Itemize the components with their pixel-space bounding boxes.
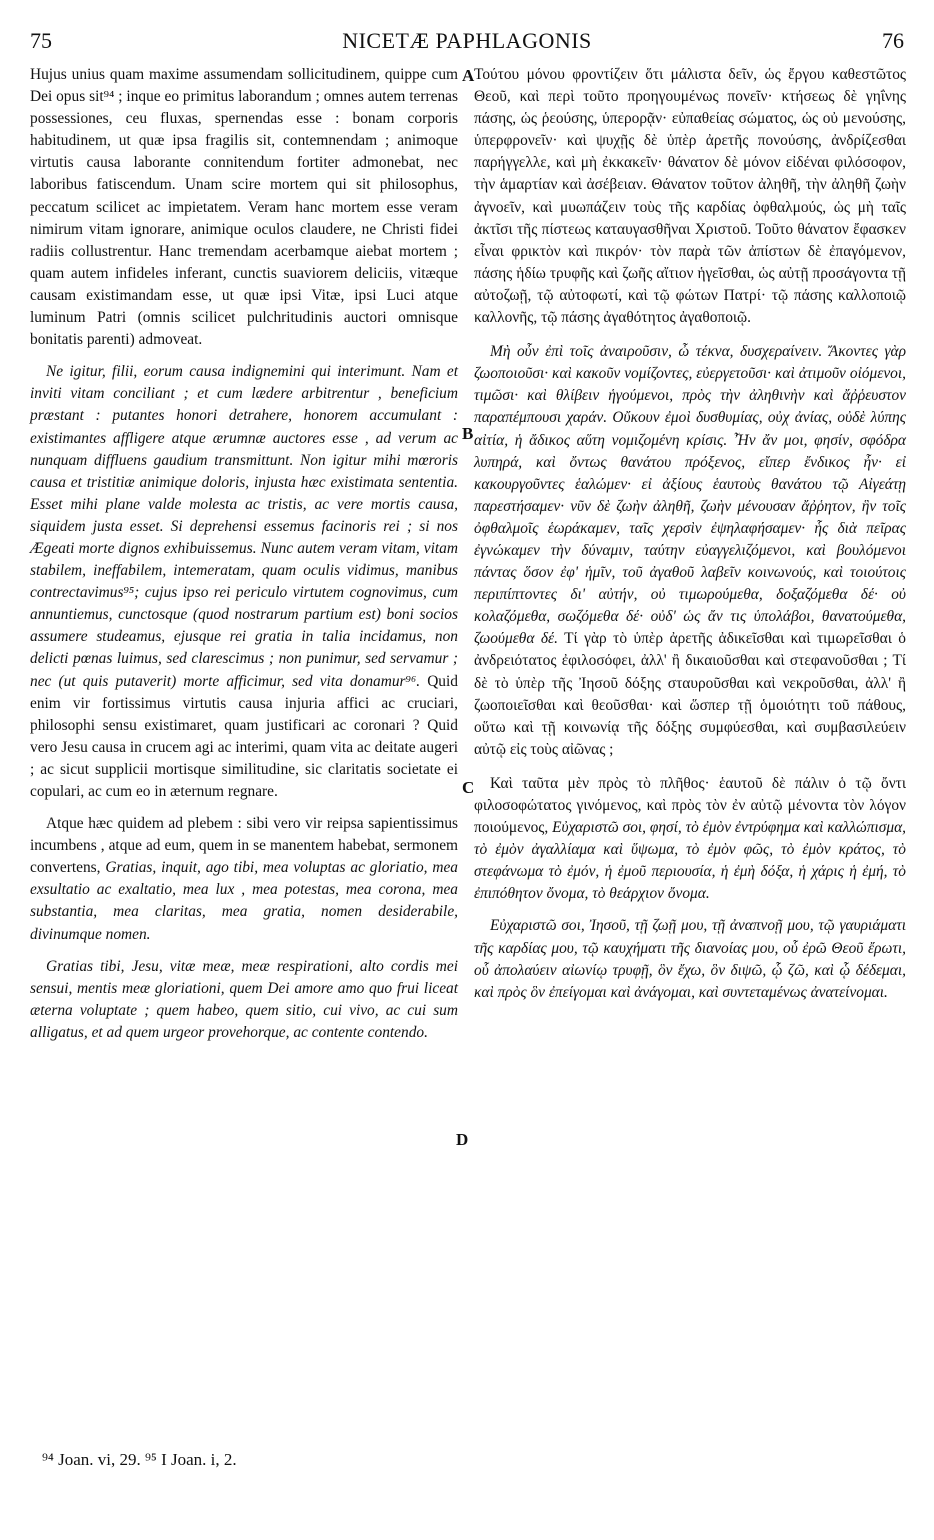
latin-paragraph-4: Gratias tibi, Jesu, vitæ meæ, meæ respirationi, alto cordis mei sensui, mentis meæ gloriationi, quem Dei amore amo quo frui liceat æterna voluptate ; quem habeo, quem sitio, cui vivo, ac cui sum alligatus, et ad quem urgeor provehorque, ac contente contendo. [30,957,458,1041]
page-number-right: 76 [882,28,904,53]
greek-paragraph-3-roman: Καὶ ταῦτα μὲν πρὸς τὸ πλῆθος· ἑαυτοῦ δὲ πάλιν ὁ τῷ ὄντι φιλοσοφώτατος γινόμενος, καὶ πρὸς τὸν ἐν αὐτῷ μένοντα τὸν λόγον ποιούμενος, [474,774,906,837]
page-header [30,28,904,64]
running-title: NICETÆ PAPHLAGONIS [342,28,592,53]
page-number-left: 75 [30,28,52,53]
greek-paragraph-3 [474,773,906,906]
latin-paragraph-2 [30,361,458,803]
latin-column [30,64,458,1054]
greek-paragraph-2-roman: Τί γὰρ τὸ ὑπὲρ ἀρετῆς ἀδικεῖσθαι καὶ τιμωρεῖσθαι ὁ ἀνδρειότατος ἐφιλοσόφει, ἀλλ' ἢ δικαιοῦσθαι καὶ στεφανοῦσθαι ; Τί δὲ τὸ ὑπὲρ τῆς Ἰησοῦ δόξης σταυροῦσθαι καὶ νεκροῦσθαι, ἀλλ' ἢ ζωοποιεῖσθαι καὶ θεοῦσθαι· καὶ ὥσπερ τῇ ὁμοιότητι τοῦ πάθους, οὕτω καὶ τῇ κοινωνίᾳ τῆς δόξης συμφύεσθαι, καὶ συμβασιλεύειν αὐτῷ εἰς τοὺς αἰῶνας ; [474,630,906,758]
latin-paragraph-2-italic: Ne igitur, filii, eorum causa indignemini qui interimunt. Nam et inviti vitam conciliant ; et cum lædere arbitrentur , beneficium præstant : putantes honori detrahere, honorem accumulant : existimantes affligere atque ærumnæ auctores esse , ad verum ac nunquam diffluens gaudium transmittunt. Non igitur mihi mœroris causa et tristitiæ animique doloris, injusta hæc existimata sententia. Esset mihi plane valde molesta ac tristis, ac vere mortis causa, siquidem justa esset. Si deprehensi essemus facinoris rei ; si nos Ægeati morte dignos exhibuissemus. Nunc autem veram vitam, vitam stabilem, ineffabilem, intemeratam, quam oculis vidimus, manibus contrectavimus⁹⁵; cujus ipso rei periculo virtutem cognovimus, cum annuntiemus, cunctosque (quod nostrarum partium est) boni socios assumere studeamus, ejusque rei gratia in talia incidamus, non delicti pœnas luimus, sed clarescimus ; non punimur, sed servamur ; nec (ut quis putaverit) morte afficimur, sed vita donamur⁹⁶. [30,363,458,690]
margin-marker-b: B [462,424,474,443]
margin-marker-a: A [462,66,475,85]
greek-paragraph-2-italic-b: Οὔκουν ἐμοὶ δυσθυμίας, οὐχ ἀνίας, οὐδὲ λύπης αἰτία, ἡ ἄδικος αὕτη νομιζομένη κρίσις. Ἦν ἄν μοι, φησίν, σφόδρα λυπηρά, καὶ ὄντως θανάτου πρόξενος, εἴπερ ἔνδικος ἦν· εἰ κακουργοῦντες ἑαλώμεν· εἰ ἀξίους ἑαυτοὺς θανάτου τῷ Αἰγεάτῃ παρεστήσαμεν· νῦν δὲ ζωὴν ἀληθῆ, ζωὴν μένουσαν ἄῤῥητον, ἣν τοῖς ὀφθαλμοῖς ἑωράκαμεν, ταῖς χερσὶν ἐψηλαφήσαμεν· ἧς διὰ πεῖρας ἐγνώκαμεν τὴν δύναμιν, ταύτην εὐαγγελιζόμενοι, καὶ βουλόμενοι πάντας ὅσον ἐφ' ἡμῖν, τοῦ ἀγαθοῦ λαβεῖν κοινωνούς, καὶ τοιούτοις περιπίπτοντες δι' αὐτήν, οὐ τιμωρούμεθα, δοξαζόμεθα δέ· οὐ κολαζόμεθα, σωζόμεθα δέ· οὐδ' ὡς ἄν τις ὑπολάβοι, θανατούμεθα, ζωούμεθα δέ. [474,409,906,648]
latin-paragraph-2-roman: Quid enim vir fortissimus virtutis causa injuria affici ac cruciari, philosophi sensu existimaret, quam justificari ac coronari ? Quid vero Jesu causa in crucem agi ac interimi, quam vita ac deitate augeri ; ac sicut supplicii mortisque similitudine, sic claritatis societate ei copulari, ac cum eo in æternum regnare. [30,672,458,800]
margin-marker-c: C [462,778,475,797]
latin-paragraph-3-roman: Atque hæc quidem ad plebem : sibi vero vir reipsa sapientissimus incumbens , atque ad eum, quem in se manentem habebat, sermonem convertens, [30,815,458,877]
greek-paragraph-3-italic: Εὐχαριστῶ σοι, φησί, τὸ ἐμὸν ἐντρύφημα καὶ καλλώπισμα, τὸ ἐμὸν ἀγαλλίαμα καὶ ὕψωμα, τὸ ἐμὸν φῶς, τὸ ἐμὸν κράτος, τὸ στεφάνωμα τὸ ἐμόν, ἡ ἐμοῦ περιουσία, ἡ ἐμὴ δόξα, ἡ χάρις ἡ ἐμή, τὸ ἐπιπόθητον ὄνομα, τὸ θεάρχιον ὄνομα. [474,819,906,903]
greek-paragraph-4: Εὐχαριστῶ σοι, Ἰησοῦ, τῇ ζωῇ μου, τῇ ἀναπνοῇ μου, τῷ γαυριάματι τῆς καρδίας μου, τῷ καυχήματι τῆς διανοίας μου, οὗ ἐρῶ Θεοῦ ἔρωτι, οὗ ἀπολαύειν αἰωνίῳ τρυφῇ, ὃν ἔχω, ὃν διψῶ, ᾧ ζῶ, καὶ ᾧ δέδεμαι, καὶ πρὸς ὃν ἐπείγομαι καὶ ἀνάγομαι, καὶ συντεταμένως ἀνατείνομαι. [474,917,906,1001]
greek-paragraph-2-italic: Μὴ οὖν ἐπὶ τοῖς ἀναιροῦσιν, ὦ τέκνα, δυσχεραίνειν. Ἄκοντες γὰρ ζωοποιοῦσι· καὶ κακοῦν νομίζοντες, εὐεργετοῦσι· καὶ ἀτιμοῦν οἰόμενοι, τιμῶσι· καὶ θλίβειν ἡγούμενοι, πρὸς τὴν ἀληθινὴν καὶ ἄῤῥευστον παραπέμπουσι χαράν. [474,343,906,427]
latin-paragraph-3 [30,813,458,946]
margin-marker-d: D [456,1130,469,1149]
latin-paragraph-3-italic: Gratias, inquit, ago tibi, mea voluptas ac gloriatio, mea exsultatio ac exaltatio, mea lux , mea potestas, mea corona, mea substantia, mea claritas, mea gratia, nomen desiderabile, divinumque nomen. [30,859,458,943]
footnotes: ⁹⁴ Joan. vi, 29. ⁹⁵ I Joan. i, 2. [42,1450,237,1469]
latin-paragraph-1: Hujus unius quam maxime assumendam sollicitudinem, quippe cum Dei opus sit⁹⁴ ; inque eo primitus laborandum ; omnes autem terrenas possessiones, ceu fluxas, spernendas esse : bonam corporis habitudinem, ut quæ ipsa fragilis sit, contemnendam ; animoque virtutis causa laborante connitendum fortiter admonebat, nec laboribus fatiscendum. Unam scire mortem qui sit philosophus, peccatum scilicet ac impietatem. Veram hanc mortem esse veram nimirum vitam ignorare, animique oculos claudere, ne Christi fidei radiis collustrentur. Hanc tremendam acerbamque aiebat mortem ; quam autem infideles inferant, cunctis suaviorem deliciis, vitæque causam existimandam esse, ut quæ ipsi Vitæ, ipsi Luci atque luminum Patri (omnis scilicet pulchritudinis auctori omnisque bonitatis parenti) admoveat. [30,66,458,349]
greek-paragraph-2 [474,341,906,761]
greek-paragraph-1: Τούτου μόνου φροντίζειν ὅτι μάλιστα δεῖν, ὡς ἔργου καθεστῶτος Θεοῦ, καὶ περὶ τοῦτο προηγουμένως πονεῖν· κτήσεως δὲ γηΐνης πάσης, ὡς ῥεούσης, ὑπερορᾷν· εὐπαθείας σώματος, ὡς οὐ μενούσης, ὑπερφρονεῖν· καὶ ψυχῇς δὲ ὑπὲρ ἀρετῆς πονούσης, ἀνδρίζεσθαι παρήγγελλε, καὶ μὴ ἐκκακεῖν· θάνατον δὲ μόνον εἰδέναι φιλόσοφον, τὴν ἁμαρτίαν καὶ ἀσέβειαν. Θάνατον τοῦτον ἀληθῆ, τὴν ἀληθῆ ζωὴν ἀγνοεῖν, καὶ μυωπάζειν τοὺς τῆς καρδίας ὀφθαλμούς, ὡς μὴ ταῖς ἀκτῖσι τῆς πίστεως καταυγασθῆναι Χριστοῦ. Τοῦτο θάνατον ἔφασκεν εἶναι φρικτὸν καὶ πικρόν· τὸν παρὰ τῶν ἀπίστων δὲ ἐπαγόμενον, πάσης ἡδίω τρυφῆς καὶ ζωῆς αἴτιον ἡγεῖσθαι, ὡς αὐτῇ προσάγοντα τῇ αὐτοζωῇ, τῷ αὐτοφωτί, καὶ τῷ φώτων Πατρί· τῷ πάσης καλλοποιῷ καλλονῆς, τῷ πάσης ἀγαθότητος ἀγαθοποιῷ. [474,66,906,327]
greek-column [474,64,906,1014]
